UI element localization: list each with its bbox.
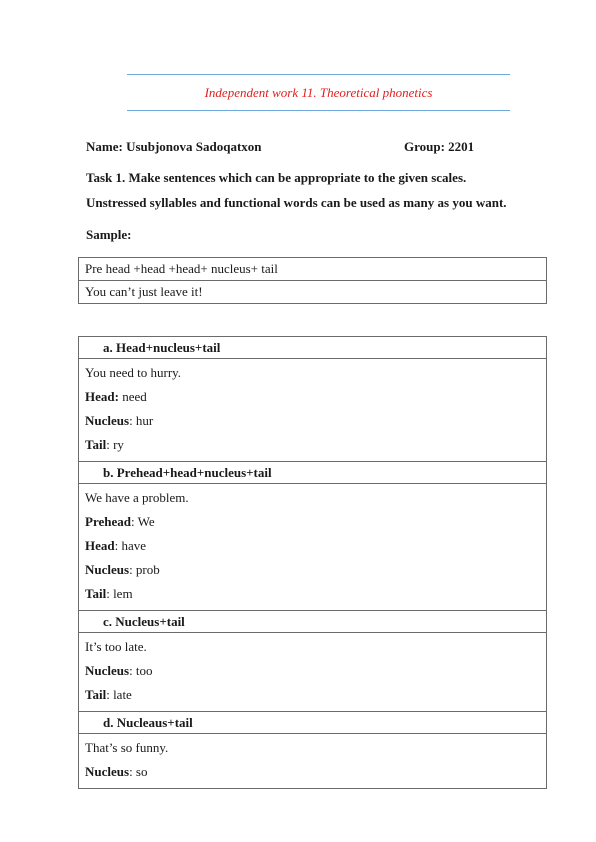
sample-label: Sample: — [86, 227, 132, 242]
part-label: Tail — [85, 586, 107, 601]
part-value: need — [118, 389, 147, 404]
student-name: Name: Usubjonova Sadoqatxon — [86, 139, 262, 154]
part-label: Nucleus — [85, 413, 130, 428]
section-d-heading: d. Nucleaus+tail — [79, 712, 547, 734]
section-c-sentence: It’s too late. — [85, 639, 147, 654]
part-value: : too — [129, 663, 153, 678]
part-value: : so — [129, 764, 148, 779]
section-heading-row — [79, 462, 547, 484]
part-value: : ry — [106, 437, 124, 452]
header-top-rule — [127, 74, 510, 75]
sample-scale-cell: Pre head +head +head+ nucleus+ tail — [79, 258, 547, 281]
section-b-heading: b. Prehead+head+nucleus+tail — [79, 462, 547, 484]
section-heading-row — [79, 611, 547, 633]
sample-sentence-cell: You can’t just leave it! — [79, 281, 547, 304]
section-d-sentence: That’s so funny. — [85, 740, 169, 755]
part-value: : hur — [129, 413, 154, 428]
section-a-part — [85, 409, 540, 433]
part-value: : late — [106, 687, 132, 702]
task-instruction-line2: Unstressed syllables and functional words can be used as many as you want. — [86, 195, 507, 210]
section-body-row — [79, 633, 547, 712]
sample-table — [78, 257, 547, 304]
section-a-part — [85, 385, 540, 409]
section-b-part — [85, 558, 540, 582]
scales-table — [78, 336, 547, 789]
group-number: Group: 2201 — [404, 139, 475, 154]
section-a-heading: a. Head+nucleus+tail — [79, 337, 547, 359]
section-a-body — [79, 359, 547, 462]
table-row — [79, 258, 547, 281]
part-label: Nucleus — [85, 663, 130, 678]
section-body-row — [79, 484, 547, 611]
part-label: Head: — [85, 389, 119, 404]
section-c-body — [79, 633, 547, 712]
section-a-part — [85, 433, 540, 457]
section-c-part — [85, 659, 540, 683]
section-b-part — [85, 582, 540, 606]
section-b-part — [85, 534, 540, 558]
part-label: Nucleus — [85, 764, 130, 779]
part-value: : have — [114, 538, 147, 553]
part-label: Nucleus — [85, 562, 130, 577]
part-value: : lem — [106, 586, 133, 601]
section-heading-row — [79, 712, 547, 734]
part-label: Tail — [85, 687, 107, 702]
section-c-heading: c. Nucleus+tail — [79, 611, 547, 633]
task-instruction-line1: Task 1. Make sentences which can be appropriate to the given scales. — [86, 170, 467, 185]
part-label: Prehead — [85, 514, 131, 529]
section-b-part — [85, 510, 540, 534]
part-value: : We — [130, 514, 155, 529]
part-label: Head — [85, 538, 115, 553]
section-body-row — [79, 359, 547, 462]
section-heading-row — [79, 337, 547, 359]
section-d-part — [85, 760, 540, 784]
section-b-body — [79, 484, 547, 611]
section-b-sentence: We have a problem. — [85, 490, 189, 505]
section-a-sentence: You need to hurry. — [85, 365, 182, 380]
section-d-body — [79, 734, 547, 789]
section-body-row — [79, 734, 547, 789]
section-c-part — [85, 683, 540, 707]
part-label: Tail — [85, 437, 107, 452]
page-title: Independent work 11. Theoretical phonetics — [204, 85, 433, 100]
header-bottom-rule — [127, 110, 510, 111]
table-row — [79, 281, 547, 304]
part-value: : prob — [129, 562, 160, 577]
